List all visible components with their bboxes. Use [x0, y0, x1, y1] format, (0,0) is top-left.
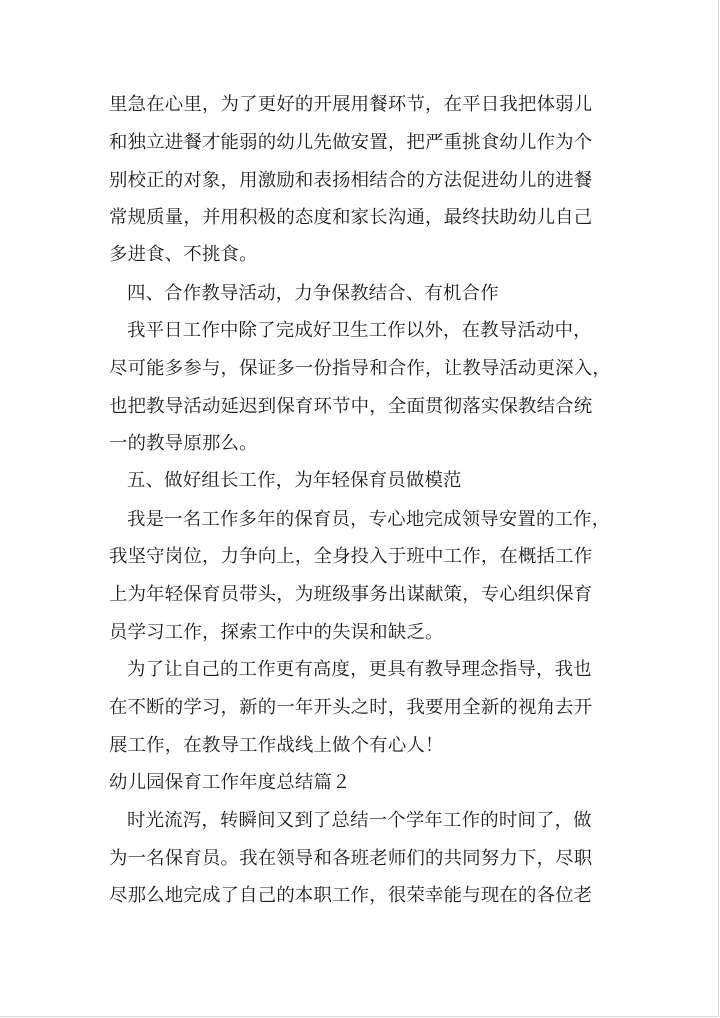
text-line-12: 我是一名工作多年的保育员，专心地完成领导安置的工作，: [127, 509, 611, 530]
text-line-1: 里急在心里，为了更好的开展用餐环节，在平日我把体弱儿: [109, 94, 593, 115]
text-line-9: 也把教导活动延迟到保育环节中，全面贯彻落实保教结合统: [109, 396, 593, 417]
text-line-13: 我坚守岗位，力争向上，全身投入于班中工作，在概括工作: [109, 546, 593, 567]
text-line-20: 时光流泻，转瞬间又到了总结一个学年工作的时间了，做: [127, 810, 592, 831]
text-line-17: 在不断的学习，新的一年开头之时，我要用全新的视角去开: [109, 697, 593, 718]
text-line-16: 为了让自己的工作更有高度，更具有教导理念指导，我也: [127, 659, 592, 680]
text-line-14: 上为年轻保育员带头，为班级事务出谋献策，专心组织保育: [109, 584, 593, 605]
article-title: 幼儿园保育工作年度总结篇２: [109, 772, 351, 793]
text-line-10: 一的教导原那么。: [109, 433, 258, 454]
text-line-18: 展工作，在教导工作战线上做个有心人！: [109, 735, 444, 756]
text-line-7: 我平日工作中除了完成好卫生工作以外，在教导活动中，: [127, 320, 592, 341]
text-line-15: 员学习工作，探索工作中的失误和缺乏。: [109, 622, 444, 643]
text-line-4: 常规质量，并用积极的态度和家长沟通，最终扶助幼儿自己: [109, 207, 593, 228]
section-heading-5: 五、做好组长工作，为年轻保育员做模范: [127, 470, 462, 491]
text-line-3: 别校正的对象，用激励和表扬相结合的方法促进幼儿的进餐: [109, 170, 593, 191]
text-line-2: 和独立进餐才能弱的幼儿先做安置，把严重挑食幼儿作为个: [109, 132, 593, 153]
text-line-22: 尽那么地完成了自己的本职工作，很荣幸能与现在的各位老: [109, 885, 593, 906]
text-line-21: 为一名保育员。我在领导和各班老师们的共同努力下，尽职: [109, 848, 593, 869]
text-line-8: 尽可能多参与，保证多一份指导和合作，让教导活动更深入，: [109, 358, 611, 379]
section-heading-4: 四、合作教导活动，力争保教结合、有机合作: [127, 283, 499, 304]
text-line-5: 多进食、不挑食。: [109, 244, 258, 265]
